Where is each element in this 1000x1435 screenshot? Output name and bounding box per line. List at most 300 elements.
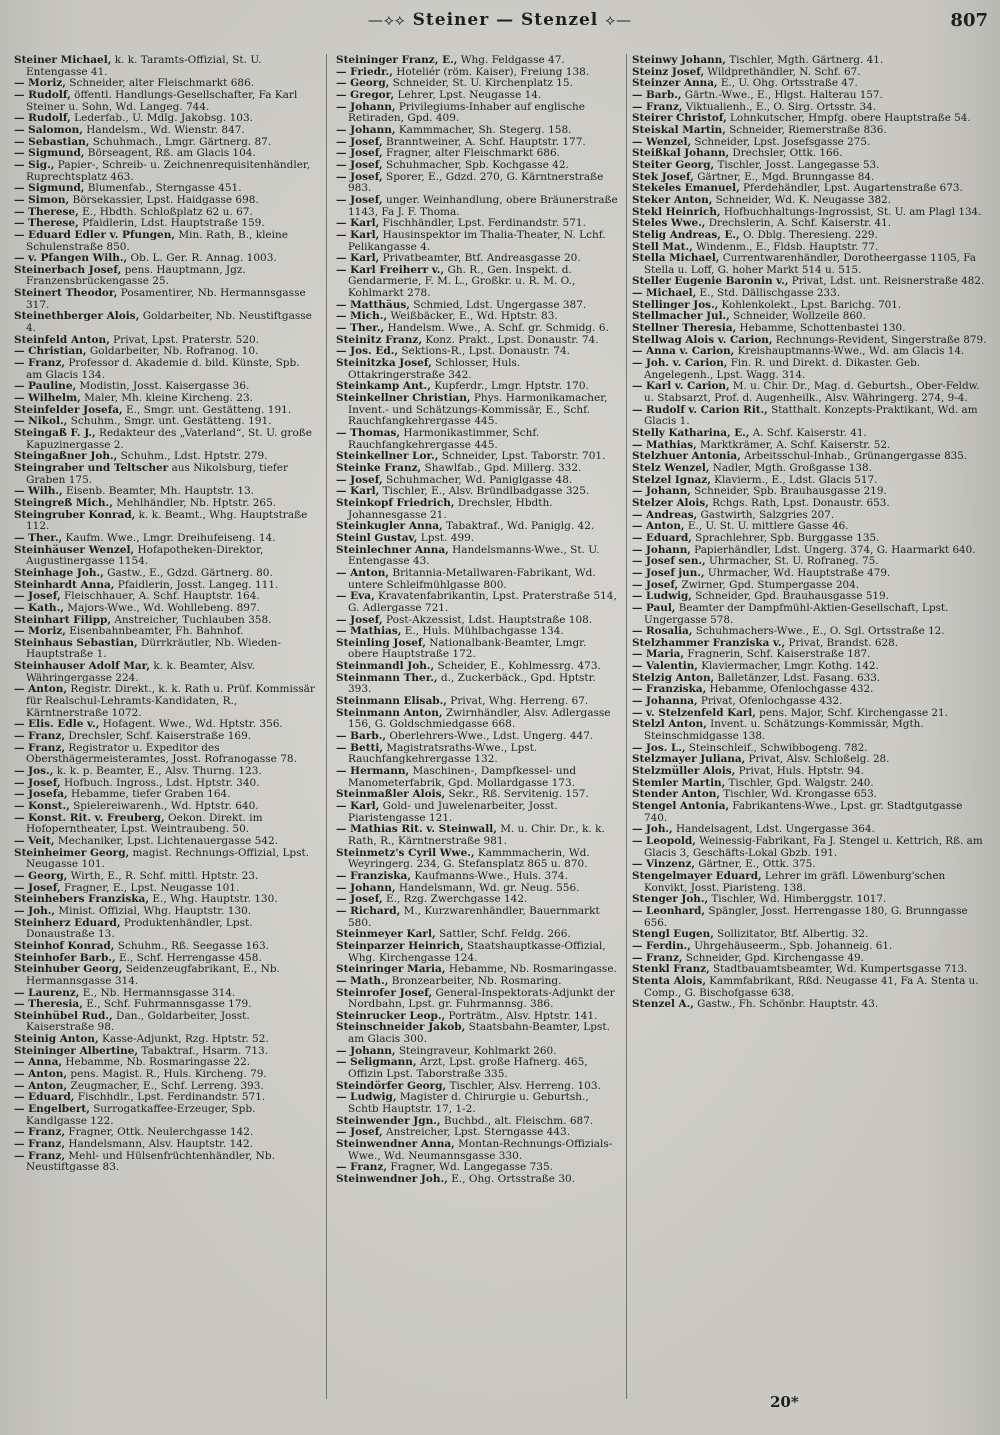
entry-name: Steinl Gustav, [336, 531, 418, 544]
entry-details: Posamentirer, Nb. Hermannsgasse 317. [26, 287, 306, 311]
entry-details: Blumenfab., Sterngasse 451. [84, 182, 242, 195]
ornament-left: —⟡⟡ [367, 11, 406, 29]
entry-details: Mechaniker, Lpst. Lichtenauergasse 542. [54, 834, 279, 847]
entry-name: — Elis. Edle v., [14, 718, 100, 731]
entry-details: Steinschleif., Schwibbogeng. 782. [685, 741, 868, 754]
entry-name: Stell Mat., [632, 240, 693, 253]
entry-name: — Franz, [14, 1149, 66, 1162]
entry-details: Minist. Offizial, Whg. Hauptstr. 130. [55, 904, 252, 917]
entry-name: Steinhäuser Wenzel, [14, 543, 135, 556]
directory-entry [14, 428, 316, 451]
entry-name: Stelzmüller Alois, [632, 765, 736, 778]
entry-details: Schneider, Wd. K. Neugasse 382. [712, 193, 892, 206]
entry-details: Schuhmachers-Wwe., E., O. Sgl. Ortsstraße 12. [692, 625, 945, 638]
directory-entry [336, 1092, 620, 1115]
entry-details: Gh. R., Gen. Inspekt. d. Gendarmerie, F. M. L., Großkr. u. R. M. O., Kohlmarkt 278. [348, 263, 576, 300]
entry-name: Steinhübel Rud., [14, 1009, 113, 1022]
entry-details: Rchgs. Rath, Lpst. Donaustr. 653. [708, 496, 890, 509]
directory-entry [336, 428, 620, 451]
entry-details: Schneider, Lpst. Taborstr. 701. [438, 450, 606, 463]
entry-name: Steinmetz's Cyril Wwe., [336, 846, 475, 859]
entry-details: Klaviermacher, Lmgr. Kothg. 142. [697, 660, 879, 673]
entry-name: Steinkamp Ant., [336, 380, 431, 393]
ornament-right: ⟡— [605, 11, 633, 29]
entry-details: Lohnkutscher, Hmpfg. obere Hauptstraße 54. [726, 112, 971, 125]
entry-details: Magistratsraths-Wwe., Lpst. Rauchfangkehrergasse 132. [348, 741, 538, 766]
page-header [0, 10, 1000, 40]
entry-name: Stengel Antonia, [632, 800, 730, 812]
entry-name: Steinert Theodor, [14, 287, 118, 300]
entry-details: Schneider, Gpd. Brauhausgasse 519. [691, 590, 889, 603]
entry-details: E., Schf. Herrengasse 458. [115, 951, 262, 964]
entry-name: Steinig Anton, [14, 1033, 99, 1046]
directory-entry [14, 848, 316, 871]
directory-entry [14, 743, 316, 766]
entry-details: Stadtbauamtsbeamter, Wd. Kumpertsgasse 713. [709, 963, 968, 976]
entry-details: Buchbd., alt. Fleischm. 687. [440, 1114, 594, 1127]
entry-details: E., Schf. Fuhrmannsgasse 179. [82, 998, 252, 1011]
entry-details: Uhrmacher, Wd. Hauptstraße 479. [704, 566, 891, 579]
entry-details: Privat, Brandst. 628. [785, 636, 898, 649]
entry-name: Stelig Andreas, E., [632, 228, 740, 241]
entry-details: Pfaidlerin, Ldst. Hauptstraße 159. [78, 217, 265, 230]
entry-name: — Moriz, [14, 77, 66, 90]
entry-details: Schuhmach., Lmgr. Gärtnerg. 87. [89, 135, 272, 148]
entry-name: — Michael, [632, 287, 697, 300]
entry-name: — Rudolf, [14, 88, 71, 101]
entry-details: E., U. Ohg. Ortsstraße 47. [717, 77, 858, 90]
entry-name: Stekl Heinrich, [632, 205, 721, 218]
entry-details: Mehlhändler, Nb. Hptstr. 265. [112, 496, 277, 509]
directory-entry [14, 964, 316, 987]
directory-entry [336, 906, 620, 929]
entry-details: pens. Magist. R., Huls. Kircheng. 79. [67, 1068, 267, 1081]
entry-details: k. k. Taramts-Offizial, St. U. Entengasse 41. [26, 55, 262, 78]
entry-details: Pferdehändler, Lpst. Augartenstraße 673. [739, 182, 963, 195]
entry-name: Steirer Christof, [632, 112, 727, 125]
entry-name: — Kath., [14, 601, 64, 614]
entry-name: Steinheimer Georg, [14, 846, 130, 859]
entry-name: Steinke Franz, [336, 461, 422, 474]
entry-details: Viktualienh., E., O. Sirg. Ortsstr. 34. [682, 100, 877, 113]
entry-name: Steiter Georg, [632, 158, 715, 171]
directory-entry [632, 836, 988, 859]
entry-details: Schuhm., Rß. Seegasse 163. [114, 939, 269, 952]
entry-name: — Ludwig, [632, 590, 692, 603]
entry-details: Marktkrämer, A. Schf. Kaiserstr. 52. [696, 438, 891, 451]
directory-entry [632, 253, 988, 276]
entry-name: — Karl, [336, 800, 380, 812]
directory-entry [336, 848, 620, 871]
entry-details: Fragnerin, Schf. Kaiserstraße 187. [684, 648, 871, 661]
directory-entry [632, 906, 988, 929]
entry-name: — Mich., [336, 310, 388, 323]
entry-details: Dan., Goldarbeiter, Josst. Kaiserstraße 98. [26, 1009, 250, 1034]
entry-name: — Anna, [14, 1056, 63, 1069]
entry-details: Registr. Direkt., k. k. Rath u. Prüf. Kommissär für Realschul-Lehramts-Kandidaten, R., Kärntnerstraße 1072. [26, 683, 315, 719]
entry-details: aus Nikolsburg, tiefer Graben 175. [26, 461, 289, 486]
entry-name: — Johann, [632, 543, 691, 556]
entry-name: — Andreas, [632, 508, 698, 521]
entry-details: Registrator u. Expeditor des Obersthägermeisteramtes, Josst. Rofranogasse 78. [26, 741, 297, 766]
directory-entry [336, 1174, 620, 1186]
entry-details: Tabaktraf., Wd. Paniglg. 42. [442, 520, 595, 533]
entry-name: Steinzer Anna, [632, 77, 718, 90]
entry-name: Steiner Michael, [14, 55, 112, 66]
entry-details: Min. Rath, B., kleine Schulenstraße 850. [26, 228, 288, 253]
column-rule-1 [326, 54, 327, 1399]
entry-details: Kaufmanns-Wwe., Huls. 374. [411, 869, 568, 882]
entry-details: Fabrikantens-Wwe., Lpst. gr. Stadtgutgasse 740. [644, 800, 963, 824]
entry-name: Steißkal Johann, [632, 147, 730, 160]
entry-name: Stellmacher Jul., [632, 310, 730, 323]
entry-details: Sprachlehrer, Spb. Burggasse 135. [691, 531, 880, 544]
entry-name: — Anna v. Carion, [632, 345, 735, 358]
entry-name: — Friedr., [336, 65, 393, 78]
entry-name: — Josef, [632, 578, 679, 591]
entry-details: Schneider, St. U. Kirchenplatz 15. [389, 77, 573, 90]
directory-entry [632, 405, 988, 428]
entry-name: — Valentin, [632, 660, 698, 673]
directory-column-2 [336, 55, 620, 1415]
entry-details: Tischler, Gpd. Walgstr. 240. [725, 776, 874, 789]
entry-name: Steinwender Jgn., [336, 1114, 441, 1127]
entry-name: — Konst., [14, 800, 70, 812]
entry-name: Steinschneider Jakob, [336, 1021, 466, 1034]
entry-details: Hebamme, Ofenlochgasse 432. [706, 683, 874, 696]
entry-details: Schuhm., Smgr. unt. Gestätteng. 191. [67, 415, 272, 428]
entry-details: k. k. Beamt., Whg. Hauptstraße 112. [26, 508, 308, 533]
directory-entry [632, 871, 988, 894]
entry-name: Steinmeyer Karl, [336, 928, 436, 941]
entry-name: — Jos. Ed., [336, 345, 399, 358]
entry-details: Modistin, Josst. Kaisergasse 36. [76, 380, 250, 393]
entry-name: — Josef, [14, 776, 61, 789]
entry-name: — Joh. v. Carion, [632, 357, 728, 370]
entry-details: Spängler, Josst. Herrengasse 180, G. Brunngasse 656. [644, 904, 968, 929]
entry-details: Fragner, Ottk. Neulerchgasse 142. [65, 1126, 254, 1139]
entry-name: — Konst. Rit. v. Freuberg, [14, 811, 165, 824]
entry-name: Steingraber und Teltscher [14, 461, 169, 474]
signature-mark: 20* [770, 1393, 799, 1411]
entry-details: Tischler, Alsv. Herreng. 103. [446, 1079, 601, 1092]
entry-name: — Matthäus, [336, 298, 410, 311]
entry-name: — Josef, [336, 893, 383, 906]
entry-details: Weißbäcker, E., Wd. Hptstr. 83. [387, 310, 558, 323]
directory-entry [14, 463, 316, 486]
entry-details: Kasse-Adjunkt, Rzg. Hptstr. 52. [98, 1033, 269, 1046]
entry-details: Privat, Lpst. Praterstr. 520. [109, 333, 260, 346]
entry-name: — Mathias, [632, 438, 697, 451]
entry-name: — Nikol., [14, 415, 68, 428]
entry-details: Gastw., Fh. Schönbr. Hauptstr. 43. [693, 998, 879, 1011]
entry-name: Stella Michael, [632, 252, 720, 265]
entry-details: Privat, Whg. Herreng. 67. [446, 695, 589, 708]
entry-name: Steinrucker Leop., [336, 1009, 446, 1022]
entry-name: — Ferdin., [632, 939, 691, 952]
entry-name: Stenkl Franz, [632, 963, 710, 976]
entry-details: Hebamme, Schottenbastei 130. [736, 322, 906, 335]
entry-name: Steinringer Maria, [336, 963, 446, 976]
directory-entry [14, 545, 316, 568]
entry-details: Montan-Rechnungs-Offizials-Wwe., Wd. Neumannsgasse 330. [348, 1138, 613, 1162]
entry-details: Schmied, Ldst. Ungergasse 387. [409, 298, 587, 311]
entry-details: k. k. Beamter, Alsv. Währingergasse 224. [26, 660, 255, 684]
entry-details: Handelsmann, Alsv. Hauptstr. 142. [65, 1138, 253, 1151]
entry-name: — Theresia, [14, 998, 83, 1011]
entry-name: Stelzl Anton, [632, 718, 707, 731]
entry-name: — Sebastian, [14, 135, 90, 148]
entry-details: Windenm., E., Fldsb. Hauptstr. 77. [692, 240, 879, 253]
directory-entry [14, 230, 316, 253]
entry-details: Fischhändler, Lpst. Ferdinandstr. 571. [379, 217, 586, 230]
entry-details: Goldarbeiter, Nb. Neustiftgasse 4. [26, 310, 312, 335]
directory-entry [14, 661, 316, 684]
entry-details: E., Rzg. Zwerchgasse 142. [382, 893, 528, 906]
entry-name: Steinkellner Lor., [336, 450, 439, 463]
directory-entry [632, 603, 988, 626]
entry-details: Tischler, Mgth. Gärtnerg. 41. [725, 55, 884, 66]
entry-name: — Math., [336, 974, 389, 987]
entry-details: Lehrer im gräfl. Löwenburg'schen Konvikt, Josst. Piaristeng. 138. [644, 869, 946, 894]
entry-details: öffentl. Handlungs-Gesellschafter, Fa Karl Steiner u. Sohn, Wd. Langeg. 744. [26, 88, 298, 113]
directory-entry [336, 265, 620, 300]
entry-details: Fleischhauer, A. Schf. Hauptstr. 164. [60, 590, 260, 603]
entry-details: Hebamme, Nb. Rosmaringasse 22. [62, 1056, 251, 1069]
entry-name: Stellwag Alois v. Carion, [632, 333, 773, 346]
entry-details: Staatshauptkasse-Offizial, Whg. Kirchengasse 124. [348, 939, 606, 964]
entry-name: Steinfelder Josefa, [14, 403, 123, 416]
entry-details: Kohlenkolekt., Lpst. Barichg. 701. [718, 298, 902, 311]
entry-name: — Franz, [14, 741, 66, 754]
directory-entry [14, 265, 316, 288]
directory-entry [336, 568, 620, 591]
entry-details: Schuhm., Ldst. Hptstr. 279. [117, 450, 268, 463]
entry-details: Anstreicher, Lpst. Sterngasse 443. [382, 1126, 571, 1139]
entry-details: Fragner, Wd. Langegasse 735. [387, 1161, 553, 1174]
entry-name: — Johann, [336, 123, 396, 136]
entry-details: Scheider, E., Kohlmessrg. 473. [434, 660, 601, 673]
entry-name: Steiskal Martin, [632, 123, 726, 136]
entry-name: Steinwy Johann, [632, 55, 726, 66]
entry-name: Steinparzer Heinrich, [336, 939, 464, 952]
entry-name: — Seligmann, [336, 1056, 417, 1069]
entry-name: Steindörfer Georg, [336, 1079, 447, 1092]
entry-name: Steinling Josef, [336, 636, 426, 649]
entry-details: Whg. Feldgasse 47. [457, 55, 565, 66]
entry-name: — Josefa, [14, 788, 68, 801]
entry-name: Steinitz Franz, [336, 333, 423, 346]
entry-name: Steinkellner Christian, [336, 392, 471, 405]
directory-entry [336, 988, 620, 1011]
entry-name: — Josef, [336, 135, 383, 148]
entry-details: Schlosser, Huls. Ottakringerstraße 342. [348, 357, 521, 381]
entry-name: — Jos., [14, 765, 54, 778]
running-title-text: Steiner — Stenzel [412, 10, 599, 30]
entry-details: Invent. u. Schätzungs-Kommissär, Mgth. Steinschmidgasse 138. [644, 718, 924, 743]
entry-name: Steinrofer Josef, [336, 986, 433, 999]
entry-name: — Ther., [336, 322, 385, 335]
entry-name: — Rudolf, [14, 112, 71, 125]
entry-name: — Rudolf v. Carion Rit., [632, 403, 768, 416]
entry-details: Drechsler, Ottk. 166. [729, 147, 843, 160]
entry-details: Tischler, E., Alsv. Bründlbadgasse 325. [379, 485, 590, 498]
entry-details: Tischler, Wd. Krongasse 653. [719, 788, 877, 801]
entry-details: Kravatenfabrikantin, Lpst. Praterstraße 514, G. Adlergasse 721. [348, 590, 617, 614]
entry-details: Nadler, Mgth. Großgasse 138. [709, 461, 872, 474]
entry-details: Spielereiwarenh., Wd. Hptstr. 640. [69, 800, 259, 812]
entry-details: Schneider, Spb. Brauhausgasse 219. [690, 485, 887, 498]
entry-name: — Betti, [336, 741, 384, 754]
entry-details: Privat, Huls. Hptstr. 94. [735, 765, 865, 778]
directory-entry [336, 1057, 620, 1080]
entry-details: Privat, Alsv. Schloßelg. 28. [745, 753, 890, 766]
directory-entry [14, 55, 316, 78]
entry-name: — Karl, [336, 485, 380, 498]
entry-details: M. u. Chir. Dr., k. k. Rath, R., Kärntnerstraße 981. [348, 823, 605, 847]
entry-name: — Johanna, [632, 695, 698, 708]
entry-details: Fischhdlr., Lpst. Ferdinandstr. 571. [74, 1091, 266, 1104]
entry-name: — Eva, [336, 590, 375, 603]
directory-entry [336, 1139, 620, 1162]
entry-details: Zeugmacher, E., Schf. Lerreng. 393. [67, 1079, 264, 1092]
entry-name: — Wenzel, [632, 135, 692, 148]
entry-details: Handelsmanns-Wwe., St. U. Entengasse 43. [348, 543, 600, 568]
directory-entry [336, 393, 620, 428]
entry-details: Lehrer, Lpst. Neugasse 14. [394, 88, 542, 101]
entry-details: magist. Rechnungs-Offizial, Lpst. Neugasse 101. [26, 846, 310, 871]
entry-details: Zwirner, Gpd. Stumpergasse 204. [678, 578, 860, 591]
entry-name: Stemler Martin, [632, 776, 726, 789]
entry-name: Stelz Wenzel, [632, 461, 710, 474]
entry-name: Stender Anton, [632, 788, 720, 801]
entry-details: Branntweiner, A. Schf. Hauptstr. 177. [382, 135, 586, 148]
entry-details: Hoteliér (röm. Kaiser), Freiung 138. [392, 65, 590, 78]
directory-entry [632, 999, 988, 1011]
entry-name: Stelzer Alois, [632, 496, 709, 509]
entry-details: Börseagent, Rß. am Glacis 104. [84, 147, 256, 160]
entry-details: Fragner, E., Lpst. Neugasse 101. [60, 881, 240, 894]
entry-name: Steinhofer Barb., [14, 951, 116, 964]
entry-name: — Josef sen., [632, 555, 706, 568]
entry-name: — Thomas, [336, 427, 401, 439]
entry-details: Gärtner, E., Mgd. Brunngasse 84. [693, 170, 875, 183]
entry-details: Privatbeamter, Btf. Andreasgasse 20. [379, 252, 581, 265]
entry-details: Porträtm., Alsv. Hptstr. 141. [445, 1009, 598, 1022]
entry-name: — Josef, [336, 1126, 383, 1139]
entry-details: M., Kurzwarenhändler, Bauernmarkt 580. [348, 904, 600, 929]
entry-details: Professor d. Akademie d. bild. Künste, Spb. am Glacis 134. [26, 357, 300, 381]
entry-name: — Simon, [14, 193, 70, 206]
directory-entry [336, 638, 620, 661]
entry-details: Schuhmacher, Spb. Kochgasse 42. [382, 158, 569, 171]
entry-details: O. Dblg. Theresieng. 229. [739, 228, 878, 241]
entry-details: Uhrgehäuseerm., Spb. Johanneig. 61. [690, 939, 893, 952]
entry-name: Steinkugler Anna, [336, 520, 443, 533]
entry-details: Hofbuch. Ingross., Ldst. Hptstr. 340. [60, 776, 260, 789]
entry-details: Sekr., Rß. Servitenig. 157. [445, 788, 589, 801]
entry-name: — Karl Freiherr v., [336, 263, 445, 276]
entry-name: — Barb., [336, 730, 387, 743]
entry-details: Wirth, E., R. Schf. mittl. Hptstr. 23. [67, 869, 259, 882]
directory-entry [14, 510, 316, 533]
entry-name: Steinherz Eduard, [14, 916, 121, 929]
entry-details: Hofapotheken-Direktor, Augustinergasse 1154. [26, 543, 264, 568]
directory-entry [14, 311, 316, 334]
directory-entry [336, 673, 620, 696]
entry-name: — Josef, [336, 158, 383, 171]
entry-details: Nationalbank-Beamter, Lmgr. obere Hauptstraße 172. [348, 636, 587, 661]
entry-name: — Ther., [14, 531, 63, 544]
entry-details: A. Schf. Kaiserstr. 41. [749, 427, 867, 439]
entry-details: Harmonikastimmer, Schf. Rauchfangkehrergasse 445. [348, 427, 540, 451]
entry-details: Lpst. 499. [417, 531, 475, 544]
entry-details: Britannia-Metallwaren-Fabrikant, Wd. untere Schleifmühlgasse 800. [348, 566, 596, 591]
entry-details: Sattler, Schf. Feldg. 266. [435, 928, 571, 941]
entry-name: Steller Eugenie Baronin v., [632, 275, 789, 288]
entry-name: — Franziska, [632, 683, 707, 696]
entry-name: Steinmann Ther., [336, 671, 438, 684]
entry-name: Steininger Albertine, [14, 1044, 139, 1057]
entry-name: — Johann, [632, 485, 691, 498]
entry-name: Steingaßner Joh., [14, 450, 118, 463]
entry-name: Steinhart Filipp, [14, 613, 111, 626]
entry-details: Schneider, Riemerstraße 836. [725, 123, 887, 136]
entry-details: Sporer, E., Gdzd. 270, G. Kärntnerstraße 983. [348, 170, 604, 195]
entry-details: Wildprethändler, N. Schf. 67. [704, 65, 861, 78]
entry-name: — Anton, [14, 1079, 68, 1092]
entry-details: k. k. p. Beamter, E., Alsv. Thurng. 123. [53, 765, 262, 778]
entry-name: — Richard, [336, 904, 401, 917]
entry-details: Hebamme, Nb. Rosmaringasse. [445, 963, 617, 976]
entry-details: E., Huls. Mühlbachgasse 134. [401, 625, 564, 638]
entry-details: Kupferdr., Lmgr. Hptstr. 170. [430, 380, 589, 393]
entry-details: E., Smgr. unt. Gestätteng. 191. [122, 403, 292, 416]
entry-name: — Franz, [336, 1161, 388, 1174]
entry-name: — Anton, [14, 683, 68, 696]
entry-name: Stelzig Anton, [632, 671, 715, 684]
entry-name: — Josef, [336, 613, 383, 626]
entry-name: — Karl, [336, 217, 380, 230]
entry-name: Steinmann Elisab., [336, 695, 447, 708]
entry-details: Drechsler, Schf. Kaiserstraße 169. [65, 730, 252, 743]
entry-name: — Anton, [336, 566, 390, 579]
entry-name: Steinhardt Anna, [14, 578, 115, 591]
directory-entry [14, 813, 316, 836]
entry-details: Bronzearbeiter, Nb. Rosmaring. [388, 974, 562, 987]
entry-name: Stengelmayer Eduard, [632, 869, 762, 882]
entry-name: — Eduard Edler v. Pfungen, [14, 228, 176, 241]
entry-name: — Franz, [14, 1138, 66, 1151]
entry-details: Anstreicher, Tuchlauben 358. [110, 613, 272, 626]
entry-name: — Paul, [632, 601, 676, 614]
entry-details: M. u. Chir. Dr., Mag. d. Geburtsh., Ober-Feldw. u. Stabsarzt, Prof. d. Augenheilk., Alsv. Währingerg. 274, 9-4. [644, 380, 980, 405]
entry-details: Tischler, Wd. Himberggstr. 1017. [708, 893, 887, 906]
entry-name: — Wilhelm, [14, 392, 81, 405]
entry-details: pens. Major, Schf. Kirchengasse 21. [755, 706, 948, 719]
entry-name: — Georg, [336, 77, 390, 90]
directory-entry [336, 591, 620, 614]
directory-entry [336, 195, 620, 218]
entry-details: Seidenzeugfabrikant, E., Nb. Hermannsgasse 314. [26, 963, 280, 987]
entry-details: Papierhändler, Ldst. Ungerg. 374, G. Haarmarkt 640. [690, 543, 976, 556]
entry-details: Kammfabrikant, Rßd. Neugasse 41, Fa A. Stenta u. Comp., G. Bischofgasse 638. [644, 974, 979, 999]
entry-details: Majors-Wwe., Wd. Wohllebeng. 897. [63, 601, 260, 614]
entry-name: — Josef, [336, 193, 383, 206]
entry-name: — Mathias Rit. v. Steinwall, [336, 823, 497, 836]
entry-name: — Franz, [632, 951, 683, 964]
directory-entry [336, 941, 620, 964]
